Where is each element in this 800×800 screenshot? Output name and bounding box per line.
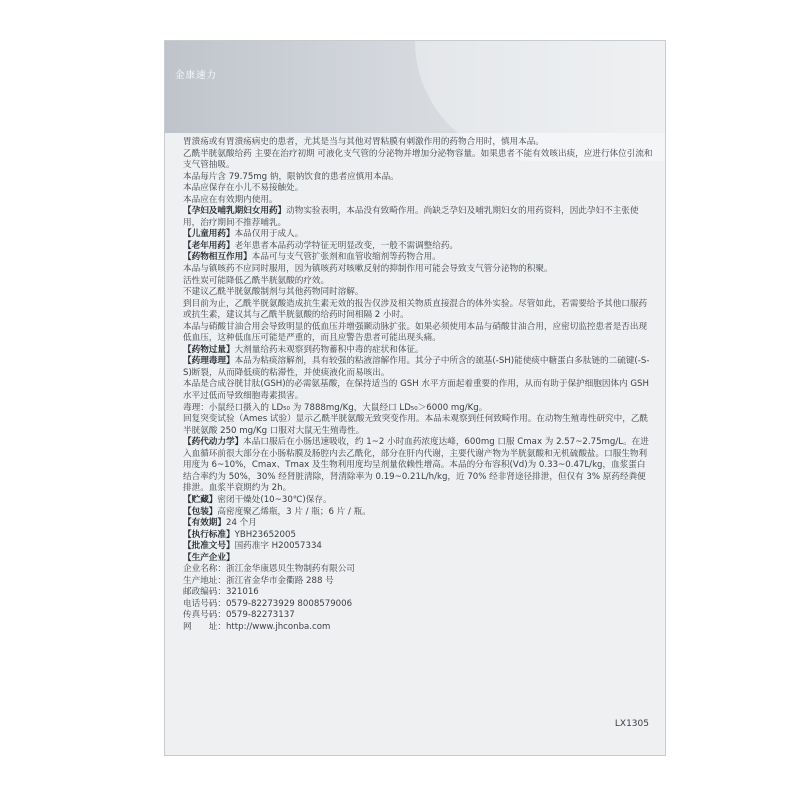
company-info-line: 电话号码：0579-82273929 8008579006 — [183, 598, 353, 609]
section-continuation: 不建议乙酰半胱氨酸制剂与其他药物同时溶解。 — [183, 287, 364, 298]
company-info-line: 网 址：http://www.jhconba.com — [183, 621, 331, 632]
section-label: 【生产企业】 — [183, 552, 235, 563]
leaflet-page — [164, 40, 666, 756]
section-paragraph — [183, 518, 653, 530]
section-continuation: 毒理：小鼠经口摄入的 LD₅₀ 为 7888mg/Kg，大鼠经口 LD₅₀＞6000 mg/Kg。 — [183, 402, 488, 413]
section-paragraph — [183, 252, 653, 264]
section-paragraph — [183, 229, 653, 241]
section-label: 【药物相互作用】 — [183, 252, 252, 263]
section-text: 大剂量给药未观察到药物蓄积中毒的症状和体征。 — [234, 344, 424, 355]
section-paragraph — [183, 495, 653, 507]
section-text: YBH23652005 — [234, 529, 296, 540]
section-text: 高密度聚乙烯瓶，3 片 / 瓶；6 片 / 瓶。 — [217, 506, 371, 517]
section-label: 【孕妇及哺乳期妇女用药】 — [183, 206, 287, 217]
section-paragraph — [183, 530, 653, 542]
section-continuation: 活性炭可能降低乙酰半胱氨酸的疗效。 — [183, 275, 330, 286]
section-label: 【药代动力学】 — [183, 437, 244, 448]
intro-paragraph: 乙酰半胱氨酸给药 主要在治疗初期 可液化支气管的分泌物并增加分泌物容量。如果患者不能有效咳出痰，应进行体位引流和支气管抽吸。 — [183, 148, 653, 171]
section-label: 【贮藏】 — [183, 494, 218, 505]
section-label: 【药理毒理】 — [183, 356, 235, 367]
section-paragraph — [183, 345, 653, 357]
section-text: 本品可与支气管扩张剂和血管收缩剂等药物合用。 — [251, 252, 441, 263]
section-continuation: 回复突变试验（Ames 试验）显示乙酰半胱氨酸无致突变作用。本品未观察到任何致畸作用。在动物生殖毒性研究中，乙酰半胱氨酸 250 mg/Kg 口服对大鼠无生殖毒性。 — [183, 414, 649, 436]
section-text: 本品口服后在小肠迅速吸收，约 1~2 小时血药浓度达峰，600mg 口服 Cmax 为 2.57~2.75mg/L。在进入血循环前很大部分在小肠粘膜及肠腔内去乙酰化，部分在肝内代谢，主要代谢产物为半胱氨酸和无机硫酸盐。口服生物利用度为 6~10%，Cmax、Tmax 及生物利用度均呈剂量依赖性增高。本品的分布容积(Vd)为 0.33~0.47L/kg，血浆蛋白结合率约为 50%，30% 经肾脏清除，肾清除率为 0.19~0.21L/h/kg，近 70% 经非肾途径排泄，但仅有 3% 原药经粪便排泄。血浆半衰期约为 2h。 — [183, 437, 649, 494]
section-label: 【有效期】 — [183, 518, 226, 529]
section-paragraph — [183, 356, 653, 379]
section-continuation: 本品与硝酸甘油合用会导致明显的低血压并增强颞动脉扩张。如果必须使用本品与硝酸甘油合用，应密切监控患者是否出现低血压，这种低血压可能是严重的，而且应警告患者可能出现头痛。 — [183, 321, 648, 344]
section-label: 【儿童用药】 — [183, 229, 235, 240]
brand-logo: 金康速力 — [175, 70, 218, 81]
section-text: 本品为粘痰溶解剂，具有较强的粘液溶解作用。其分子中所含的巯基(-SH)能使痰中糖蛋白多肽链的二硫键(-S-S)断裂，从而降低痰的粘滞性，并使痰液化而易咳出。 — [183, 356, 650, 378]
section-text: 24 个月 — [225, 518, 257, 529]
section-paragraph — [183, 553, 653, 565]
section-text: 本品仅用于成人。 — [234, 229, 304, 240]
section-label: 【执行标准】 — [183, 529, 235, 540]
instruction-text — [183, 137, 653, 634]
section-text: 动物实验表明，本品没有致畸作用。尚缺乏孕妇及哺乳期妇女的用药资料，因此孕妇不主张使用，治疗期间不推荐哺乳。 — [183, 206, 639, 228]
section-label: 【包装】 — [183, 506, 218, 517]
intro-paragraph: 胃溃疡或有胃溃疡病史的患者，尤其是当与其他对胃粘膜有刺激作用的药物合用时，慎用本品。 — [183, 137, 544, 147]
section-paragraph — [183, 541, 653, 553]
section-paragraph — [183, 241, 653, 253]
company-info-line: 邮政编码：321016 — [183, 587, 259, 598]
section-text: 老年患者本品药动学特征无明显改变，一般不需调整给药。 — [234, 240, 459, 251]
document-code: LX1305 — [614, 719, 649, 729]
section-paragraph — [183, 437, 653, 495]
intro-paragraph: 本品应保存在小儿不易接触处。 — [183, 183, 304, 194]
section-label: 【药物过量】 — [183, 344, 235, 355]
company-info-line: 传真号码：0579-82273137 — [183, 610, 295, 621]
section-text: 密闭干燥处(10~30℃)保存。 — [217, 494, 332, 505]
section-paragraph — [183, 507, 653, 519]
section-paragraph — [183, 206, 653, 229]
company-info-line: 企业名称：浙江金华康恩贝生物制药有限公司 — [183, 564, 355, 575]
header-band — [165, 41, 665, 133]
section-continuation: 本品是合成谷胱甘肽(GSH)的必需氨基酸，在保持适当的 GSH 水平方面起着重要的作用，从而有助于保护细胞因体内 GSH 水平过低而导致细胞毒素损害。 — [183, 379, 649, 402]
company-info-line: 生产地址：浙江省金华市金衢路 288 号 — [183, 575, 334, 586]
section-text: 国药准字 H20057334 — [234, 541, 322, 552]
section-continuation: 本品与镇咳药不应同时服用，因为镇咳药对咳嗽反射的抑制作用可能会导致支气管分泌物的积聚。 — [183, 264, 553, 275]
intro-paragraph: 本品每片含 79.75mg 钠，限钠饮食的患者应慎用本品。 — [183, 171, 399, 182]
section-label: 【批准文号】 — [183, 541, 235, 552]
section-label: 【老年用药】 — [183, 240, 235, 251]
intro-paragraph: 本品应在有效期内使用。 — [183, 194, 278, 205]
section-continuation: 到目前为止，乙酰半胱氨酸造成抗生素无效的报告仅涉及相关物质直接混合的体外实验。尽管如此，若需要给予其他口服药或抗生素，建议其与乙酰半胱氨酸的给药时间相隔 2 小时。 — [183, 298, 648, 321]
